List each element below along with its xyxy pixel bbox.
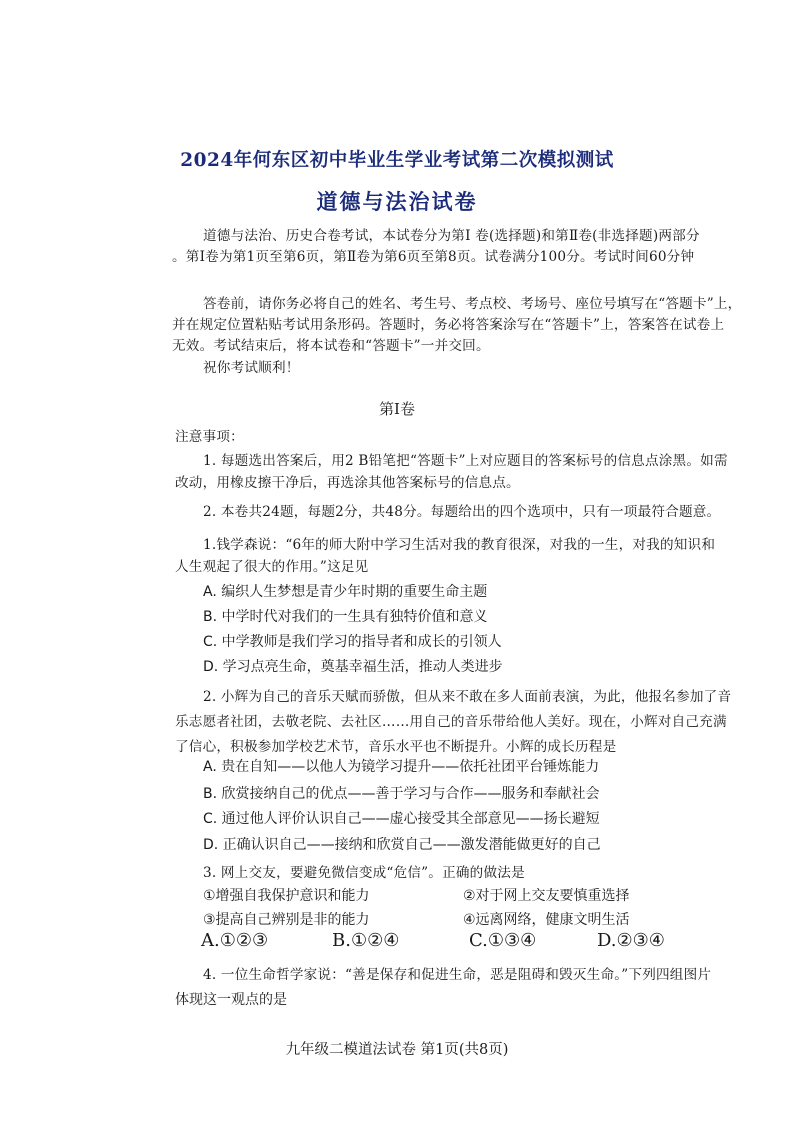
intro-line-1: 道德与法治、历史合卷考试，本试卷分为第Ⅰ 卷(选择题)和第Ⅱ卷(非选择题)两部分 <box>203 228 700 244</box>
exam-title: 2024年何东区初中毕业生学业考试第二次模拟测试 <box>180 150 614 171</box>
q2-stem-line-3: 了信心，积极参加学校艺术节，音乐水平也不断提升。小辉的成长历程是 <box>175 739 617 755</box>
instruction-line-3: 无效。考试结束后，将本试卷和“答题卡”一并交回。 <box>172 338 490 354</box>
instruction-line-1: 答卷前，请你务必将自己的姓名、考生号、考点校、考场号、座位号填写在“答题卡”上， <box>203 296 742 312</box>
note-line-2: 改动，用橡皮擦干净后，再选涂其他答案标号的信息点。 <box>175 475 520 491</box>
q4-stem-line-1: 4. 一位生命哲学家说：“善是保存和促进生命，恶是阻碍和毁灭生命。”下列四组图片 <box>203 967 712 983</box>
q3-item-2: ②对于网上交友要慎重选择 <box>463 888 630 904</box>
good-luck-text: 祝你考试顺利！ <box>203 360 300 376</box>
q2-option-a: A. 贵在自知——以他人为镜学习提升——依托社团平台锤炼能力 <box>203 759 600 775</box>
q3-item-4: ④远离网络，健康文明生活 <box>463 912 630 928</box>
q3-choice-c: C.①③④ <box>469 930 537 951</box>
section-title: 第Ⅰ卷 <box>379 400 415 418</box>
q3-stem: 3. 网上交友，要避免微信变成“危信”。正确的做法是 <box>203 865 525 881</box>
note-line-3: 2. 本卷共24题，每题2分，共48分。每题给出的四个选项中，只有一项最符合题意。 <box>203 504 721 520</box>
q2-option-c: C. 通过他人评价认识自己——虚心接受其全部意见——扬长避短 <box>203 811 600 827</box>
q1-option-a: A. 编织人生梦想是青少年时期的重要生命主题 <box>203 584 488 600</box>
instruction-line-2: 并在规定位置粘贴考试用条形码。答题时，务必将答案涂写在“答题卡”上，答案答在试卷上 <box>172 317 725 333</box>
q2-option-b: B. 欣赏接纳自己的优点——善于学习与合作——服务和奉献社会 <box>203 786 600 802</box>
intro-line-2: 。第Ⅰ卷为第1页至第6页，第Ⅱ卷为第6页至第8页。试卷满分100分。考试时间60分钟 <box>172 249 695 265</box>
q1-stem-line-2: 人生观起了很大的作用。”这足见 <box>175 559 369 575</box>
q1-option-b: B. 中学时代对我们的一生具有独特价值和意义 <box>203 609 488 625</box>
note-line-1: 1. 每题选出答案后，用2 B铅笔把“答题卡”上对应题目的答案标号的信息点涂黑。如需 <box>203 453 728 469</box>
q1-stem-line-1: 1.钱学森说：“6年的师大附中学习生活对我的教育很深，对我的一生，对我的知识和 <box>203 537 716 553</box>
q1-option-d: D. 学习点亮生命，奠基幸福生活，推动人类进步 <box>203 659 503 675</box>
q3-choice-d: D.②③④ <box>597 930 665 951</box>
q2-option-d: D. 正确认识自己——接纳和欣赏自己——激发潜能做更好的自己 <box>203 837 601 853</box>
q3-item-1: ①增强自我保护意识和能力 <box>203 888 370 904</box>
q4-stem-line-2: 体现这一观点的是 <box>175 992 287 1008</box>
q3-item-3: ③提高自己辨别是非的能力 <box>203 912 370 928</box>
page-footer: 九年级二模道法试卷 第1页(共8页) <box>285 1042 509 1058</box>
q3-choice-b: B.①②④ <box>332 930 400 951</box>
notes-heading: 注意事项： <box>175 429 244 445</box>
q1-option-c: C. 中学教师是我们学习的指导者和成长的引领人 <box>203 634 502 650</box>
q2-stem-line-2: 乐志愿者社团，去敬老院、去社区……用自己的音乐带给他人美好。现在，小辉对自己充满 <box>175 714 727 730</box>
q3-choice-a: A.①②③ <box>201 930 269 951</box>
exam-subtitle: 道德与法治试卷 <box>316 189 478 214</box>
q2-stem-line-1: 2. 小辉为自己的音乐天赋而骄傲，但从来不敢在多人面前表演，为此，他报名参加了音 <box>203 689 732 705</box>
